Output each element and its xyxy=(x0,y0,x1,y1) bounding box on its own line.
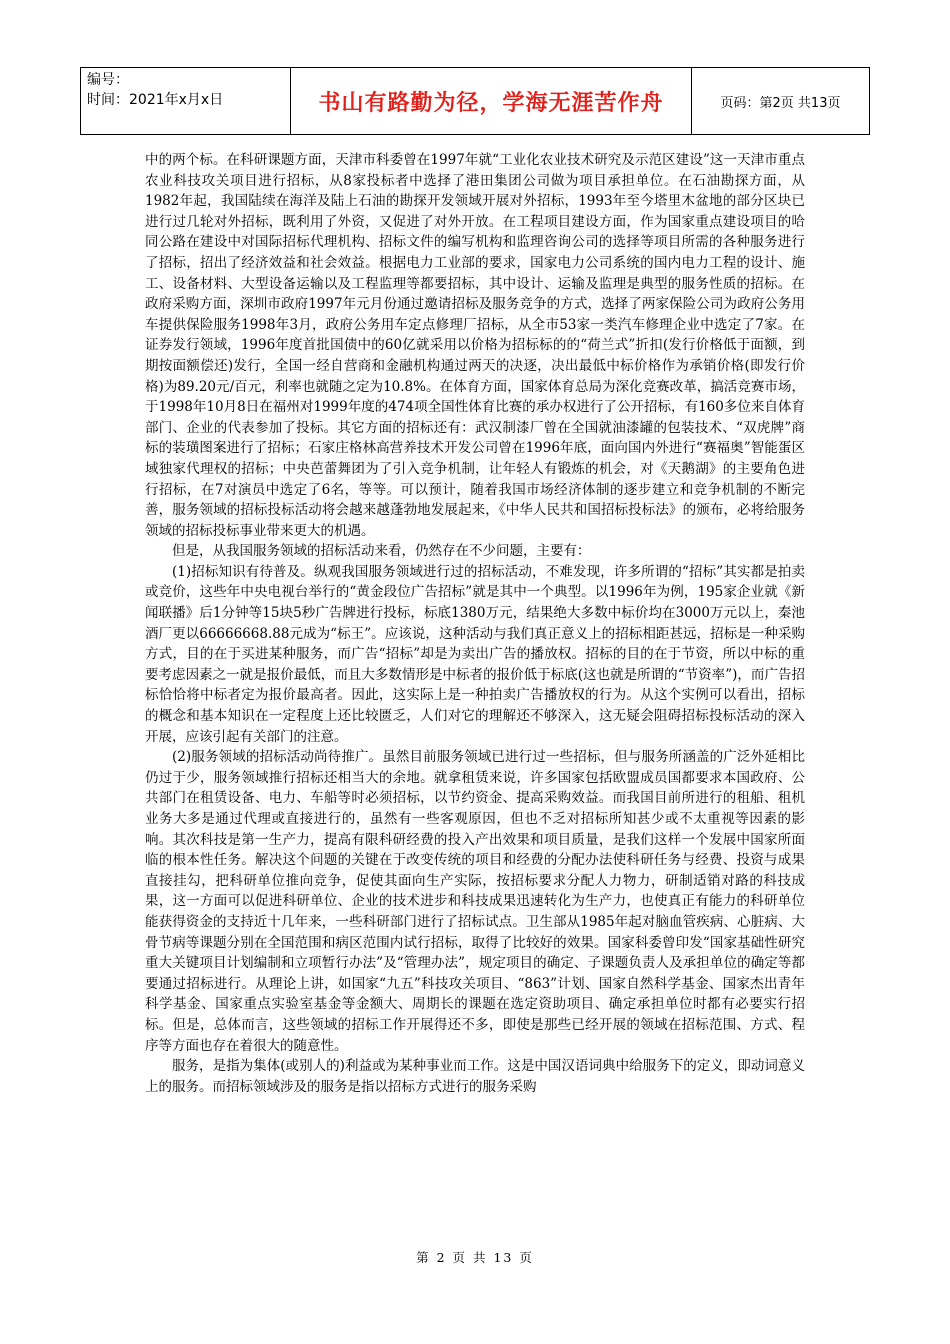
header-motto: 书山有路勤为径，学海无涯苦作舟 xyxy=(291,68,692,134)
paragraph: (1)招标知识有待普及。纵观我国服务领域进行过的招标活动，不难发现，许多所谓的“招标”其实都是拍卖或竞价，这些年中央电视台举行的“黄金段位广告招标”就是其中一个典型。以1996年为例，195家企业就《新闻联播》后1分钟等15块5秒广告牌进行投标，标底1380万元，结果绝大多数中标价均在3000万元以上，秦池酒厂更以66666668.88元成为“标王”。应该说，这种活动与我们真正意义上的招标相距甚远，招标是一种采购方式，目的在于买进某种服务，而广告“招标”却是为卖出广告的播放权。招标的目的在于节资，所以中标的重要考虑因素之一就是报价最低，而且大多数情形是中标者的报价低于标底(这也就是所谓的“节资率”)，而广告招标恰恰将中标者定为报价最高者。因此，这实际上是一种拍卖广告播放权的行为。从这个实例可以看出，招标的概念和基本知识在一定程度上还比较匮乏，人们对它的理解还不够深入，这无疑会阻碍招标投标活动的深入开展，应该引起有关部门的注意。 xyxy=(145,563,805,745)
document-number-label: 编号： xyxy=(87,72,129,88)
paragraph-continuation: 中的两个标。在科研课题方面，天津市科委曾在1997年就“工业化农业技术研究及示范区建设”这一天津市重点农业科技攻关项目进行招标，从8家投标者中选择了港田集团公司做为项目承担单位。在石油勘探方面，从1982年起，我国陆续在海洋及陆上石油的勘探开发领域开展对外招标，1993年至今塔里木盆地的部分区块已进行过几轮对外招标，既利用了外资，又促进了对外开放。在工程项目建设方面，作为国家重点建设项目的哈同公路在建设中对国际招标代理机构、招标文件的编写机构和监理咨询公司的选择等项目所需的各种服务进行了招标，招出了经济效益和社会效益。根据电力工业部的要求，国家电力公司系统的国内电力工程的设计、施工、设备材料、大型设备运输以及工程监理等都要招标，其中设计、运输及监理是典型的服务性质的招标。在政府采购方面，深圳市政府1997年元月份通过邀请招标及服务竞争的方式，选择了两家保险公司为政府公务用车提供保险服务1998年3月，政府公务用车定点修理厂招标，从全市53家一类汽车修理企业中选定了7家。在证券发行领域，1996年度首批国债中的60亿就采用以价格为招标标的的“荷兰式”折扣(发行价格低于面额，到期按面额偿还)发行，全国一经自营商和金融机构通过两天的决逐，决出最低中标价格作为承销价格(即发行价格)为89.20元/百元，利率也就随之定为10.8%。在体育方面，国家体育总局为深化竞赛改革，搞活竞赛市场，于1998年10月8日在福州对1999年度的474项全国性体育比赛的承办权进行了公开招标，有160多位来自体育部门、企业的代表参加了投标。其它方面的招标还有：武汉制漆厂曾在全国就油漆罐的包装技术、“双虎牌”商标的装璜图案进行了招标；石家庄格林高营养技术开发公司曾在1996年底，面向国内外进行“赛福奥”智能蛋区域独家代理权的招标；中央芭蕾舞团为了引入竞争机制，让年轻人有锻炼的机会，对《天鹅湖》的主要角色进行招标，在7对演员中选定了6名，等等。可以预计，随着我国市场经济体制的逐步建立和竞争机制的不断完善，服务领域的招标投标活动将会越来越蓬勃地发展起来，《中华人民共和国招标投标法》的颁布，必将给服务领域的招标投标事业带来更大的机遇。 xyxy=(145,152,805,539)
paragraph: 但是，从我国服务领域的招标活动来看，仍然存在不少问题，主要有： xyxy=(172,543,591,560)
header-meta-cell xyxy=(81,68,291,134)
document-time-label: 时间：2021年x月x日 xyxy=(87,92,224,108)
page-header xyxy=(80,67,870,135)
paragraph: 服务，是指为集体(或别人的)利益或为某种事业而工作。这是中国汉语词典中给服务下的定义，即动词意义上的服务。而招标领域涉及的服务是指以招标方式进行的服务采购 xyxy=(145,1058,805,1095)
paragraph: (2)服务领域的招标活动尚待推广。虽然目前服务领域已进行过一些招标，但与服务所涵盖的广泛外延相比仍过于少，服务领域推行招标还相当大的余地。就拿租赁来说，许多国家包括欧盟成员国都要求本国政府、公共部门在租赁设备、电力、车船等时必须招标，以节约资金、提高采购效益。而我国目前所进行的租船、租机业务大多是通过代理或直接进行的，虽然有一些客观原因，但也不乏对招标所知甚少或不太重视等因素的影响。其次科技是第一生产力，提高有限科研经费的投入产出效果和项目质量，是我们这样一个发展中国家所面临的根本性任务。解决这个问题的关键在于改变传统的项目和经费的分配办法使科研任务与经费、投资与成果直接挂勾，把科研单位推向竞争，促使其面向生产实际，按招标要求分配人力物力，研制适销对路的科技成果，这一方面可以促进科研单位、企业的技术进步和科技成果迅速转化为生产力，也使真正有能力的科研单位能获得资金的支持近十几年来，一些科研部门进行了招标试点。卫生部从1985年起对脑血管疾病、心脏病、大骨节病等课题分别在全国范围和病区范围内试行招标，取得了比较好的效果。国家科委曾印发“国家基础性研究重大关键项目计划编制和立项暂行办法”及“管理办法”，规定项目的确定、子课题负责人及承担单位的确定等都要通过招标进行。从理论上讲，如国家“九五”科技攻关项目、“863”计划、国家自然科学基金、国家杰出青年科学基金、国家重点实验室基金等金额大、周期长的课题在选定资助项目、确定承担单位时都有必要实行招标。但是，总体而言，这些领域的招标工作开展得还不多，即使是那些已经开展的领域在招标范围、方式、程序等方面也存在着很大的随意性。 xyxy=(145,749,805,1054)
document-body xyxy=(145,150,805,1097)
page-footer: 第 2 页 共 13 页 xyxy=(416,1250,534,1265)
header-page-info: 页码：第2页 共13页 xyxy=(720,95,841,111)
